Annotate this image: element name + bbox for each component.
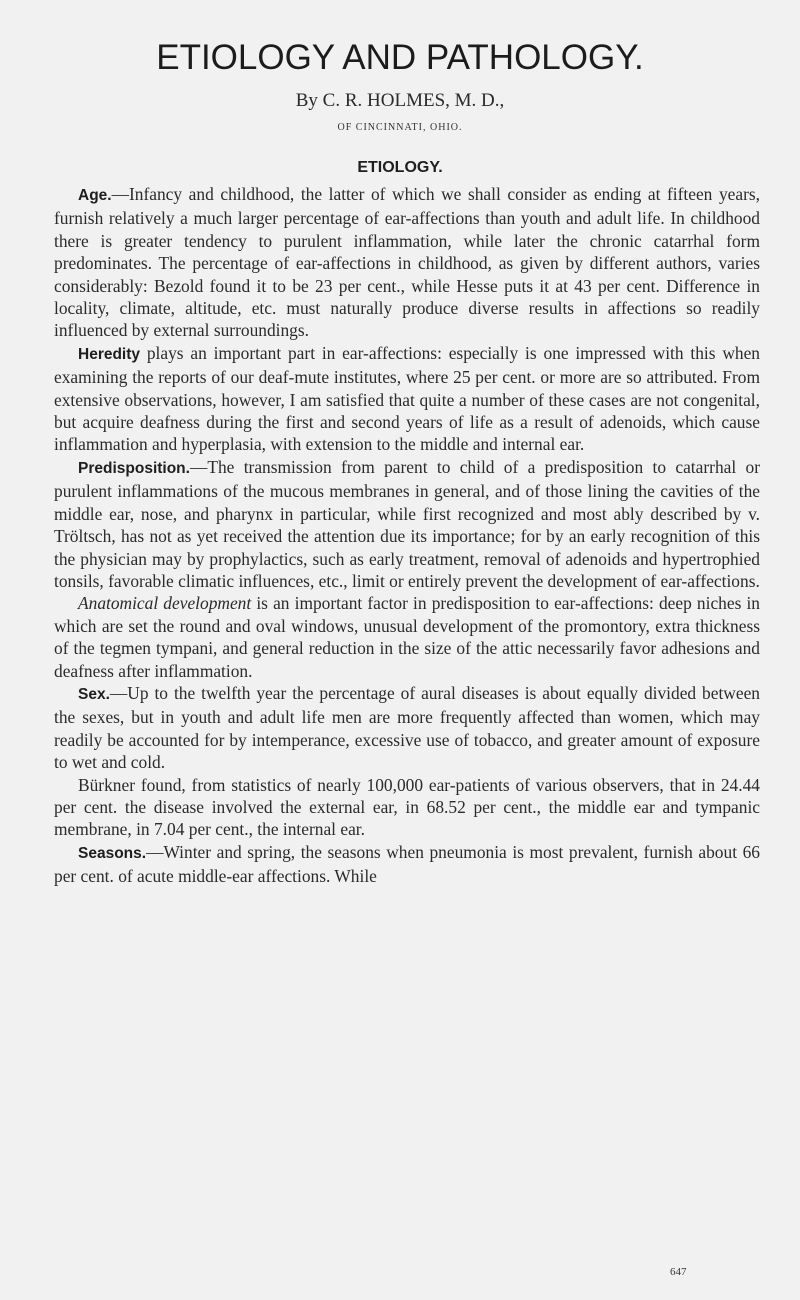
article-title: ETIOLOGY AND PATHOLOGY.	[156, 38, 644, 77]
paragraph-predisposition	[54, 456, 760, 592]
paragraph-seasons	[54, 841, 760, 888]
author-byline: By C. R. HOLMES, M. D.,	[295, 90, 505, 111]
author-affiliation: OF CINCINNATI, OHIO.	[337, 122, 463, 133]
paragraph-text: —Winter and spring, the seasons when pneumonia is most prevalent, furnish about 66 per cent. of acute middle-ear affections. While	[54, 841, 760, 887]
run-in-heading-sex: Sex.	[78, 685, 110, 703]
paragraph-text: —Up to the twelfth year the percentage of aural diseases is about equally divided between the sexes, but in youth and adult life men are more frequently affected than women, which may readily be accounted for by intemperance, excessive use of tobacco, and greater amount of exposure to wet and cold.	[54, 682, 760, 773]
paragraph-anatomical	[54, 592, 760, 682]
page-number: 647	[670, 1266, 687, 1278]
run-in-heading-heredity: Heredity	[78, 345, 141, 363]
run-in-heading-predisposition: Predisposition.	[78, 459, 190, 477]
paragraph-text: —The transmission from parent to child of a predisposition to catarrhal or purulent inflammations of the mucous membranes in general, and of those lining the cavities of the middle ear, nose, and pharynx in particular, while first recognized and most ably described by v. Tröltsch, has not as yet received the attention due its importance; for by an early recognition of this the physician may by prophylactics, such as early treatment, removal of adenoids and hypertrophied tonsils, favorable climatic influences, etc., limit or entirely prevent the development of ear-affections.	[54, 456, 760, 591]
run-in-heading-seasons: Seasons.	[78, 844, 147, 862]
paragraph-text: —Infancy and childhood, the latter of which we shall consider as ending at fifteen years, furnish relatively a much larger percentage of ear-affections than youth and adult life. In childhood there is greater tendency to purulent inflammation, while later the chronic catarrhal form predominates. The percentage of ear-affections in childhood, as given by different authors, varies considerably: Bezold found it to be 23 per cent., while Hesse puts it at 43 per cent. Difference in locality, climate, altitude, etc. must naturally produce diverse results in affections so readily influenced by external surroundings.	[54, 184, 760, 341]
paragraph-sex	[54, 682, 760, 774]
paragraph-text: is an important factor in predisposition to ear-affections: deep niches in which are set the round and oval windows, unusual development of the promontory, extra thickness of the tegmen tympani, and general reduction in the size of the attic necessarily favor adhesions and deafness after inflammation.	[54, 593, 761, 681]
italic-lead-anatomical: Anatomical development	[78, 593, 252, 614]
paragraph-age	[54, 183, 760, 342]
run-in-heading-age: Age.	[78, 187, 112, 204]
body-text	[54, 183, 760, 888]
paragraph-text: plays an important part in ear-affections: especially is one impressed with this when examining the reports of our deaf-mute institutes, where 25 per cent. or more are so attributed. From extensive observations, however, I am satisfied that quite a number of these cases are not congenital, but acquire deafness during the first and second years of life as a result of adenoids, which cause inflammation and hyperplasia, with extension to the middle and internal ear.	[54, 342, 760, 455]
paragraph-burkner	[54, 774, 760, 841]
paragraph-text: Bürkner found, from statistics of nearly 100,000 ear-patients of various observers, that in 24.44 per cent. the disease involved the external ear, in 68.52 per cent., the middle ear and tympanic membrane, in 7.04 per cent., the internal ear.	[54, 774, 760, 840]
section-heading: ETIOLOGY.	[357, 159, 443, 176]
paragraph-heredity	[54, 342, 760, 456]
